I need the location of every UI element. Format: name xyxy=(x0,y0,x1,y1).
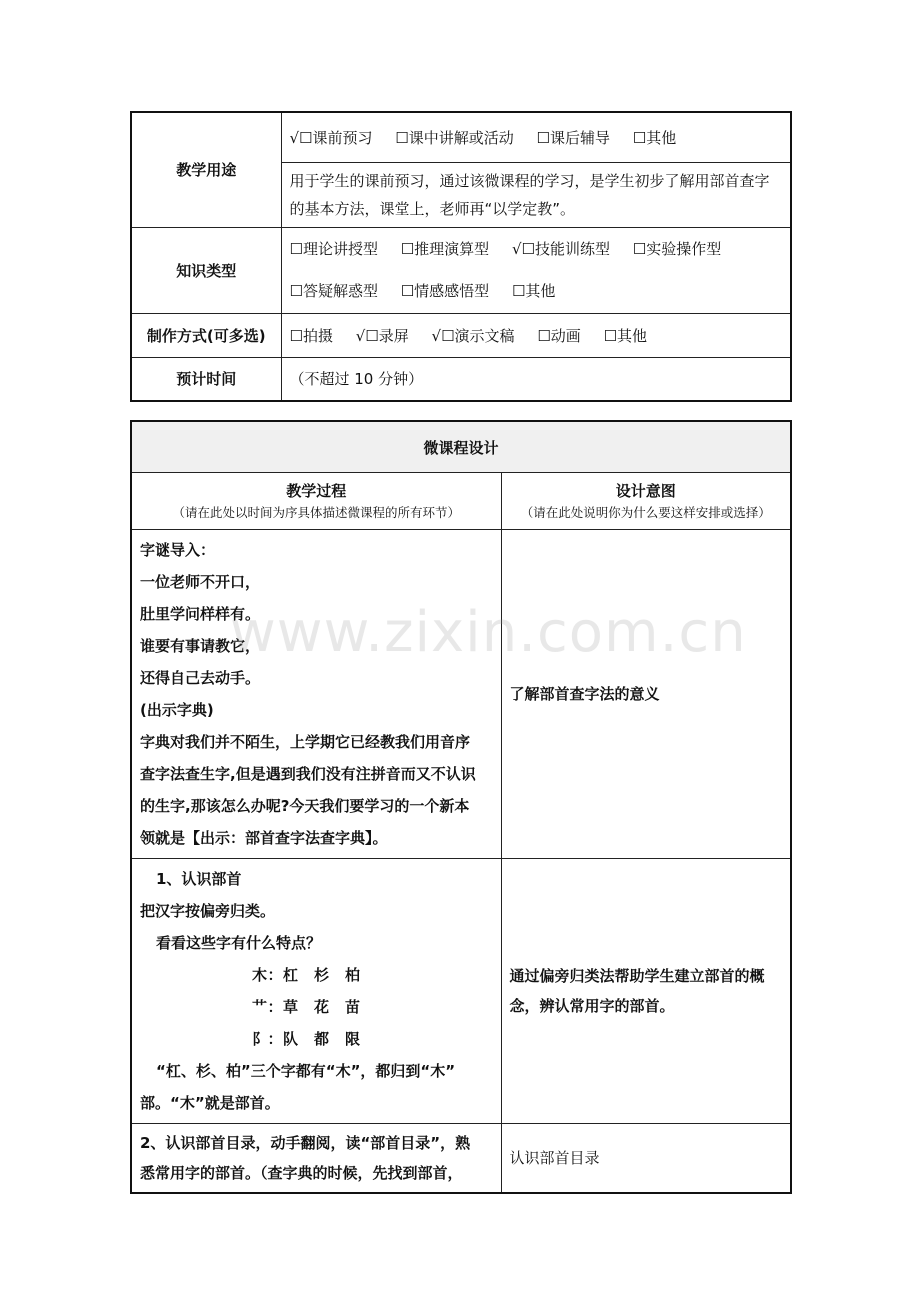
text-line: 查字法查生字,但是遇到我们没有注拼音而又不认识 xyxy=(140,765,476,783)
text-line: 谁要有事请教它， xyxy=(140,637,261,655)
option-reasoning[interactable]: ☐推理演算型 xyxy=(400,240,490,258)
option-in-class[interactable]: ☐课中讲解或活动 xyxy=(395,128,514,147)
option-theory[interactable]: ☐理论讲授型 xyxy=(289,240,378,258)
section-riddle-intro xyxy=(131,530,501,859)
section1-intent: 了解部首查字法的意义 xyxy=(501,530,791,859)
option-skill[interactable]: √☐技能训练型 xyxy=(511,240,610,258)
teaching-use-description: 用于学生的课前预习，通过该微课程的学习，是学生初步了解用部首查字的基本方法，课堂上，老师再“以学定教”。 xyxy=(281,162,791,227)
option-experiment[interactable]: ☐实验操作型 xyxy=(632,240,722,258)
text-line: (出示字典) xyxy=(140,701,214,719)
intent-line: 念，辨认常用字的部首。 xyxy=(509,997,675,1015)
option-other[interactable]: ☐其他 xyxy=(632,128,677,147)
watermark: www.zixin.com.cn xyxy=(230,600,747,665)
text-line: 字典对我们并不陌生，上学期它已经教我们用音序 xyxy=(140,733,471,751)
option-after-class[interactable]: ☐课后辅导 xyxy=(536,128,610,147)
radical-group-wood: 木：杠 杉 柏 xyxy=(252,966,361,984)
option-animation[interactable]: ☐动画 xyxy=(537,326,581,345)
text-line: 悉常用字的部首。（查字典的时候，先找到部首， xyxy=(140,1164,463,1182)
text-line: 的生字,那该怎么办呢?今天我们要学习的一个新本 xyxy=(140,797,470,815)
design-title: 微课程设计 xyxy=(131,421,791,473)
process-heading: 教学过程 xyxy=(286,482,347,500)
option-other-type[interactable]: ☐其他 xyxy=(511,282,556,300)
process-column-header xyxy=(131,473,501,530)
text-line: 把汉字按偏旁归类。 xyxy=(140,902,276,920)
production-method-label: 制作方式(可多选) xyxy=(131,313,281,357)
option-preview[interactable]: √☐课前预习 xyxy=(289,128,373,147)
radical-group-mound: 阝：队 都 限 xyxy=(252,1030,361,1048)
text-line: “杠、杉、柏”三个字都有“木”，都归到“木” xyxy=(156,1062,456,1080)
intent-heading: 设计意图 xyxy=(615,482,676,500)
option-filming[interactable]: ☐拍摄 xyxy=(289,326,333,345)
text-line: 领就是【出示：部首查字法查字典】。 xyxy=(140,829,388,847)
text-line: 肚里学问样样有。 xyxy=(140,605,261,623)
option-screen-record[interactable]: √☐录屏 xyxy=(355,326,409,345)
option-emotion[interactable]: ☐情感感悟型 xyxy=(400,282,490,300)
text-line: 字谜导入： xyxy=(140,541,216,559)
text-line: 看看这些字有什么特点？ xyxy=(156,934,322,952)
process-subheading: （请在此处以时间为序具体描述微课程的所有环节） xyxy=(172,505,460,520)
section2-intent xyxy=(501,859,791,1124)
option-other-method[interactable]: ☐其他 xyxy=(603,326,648,345)
production-method-options xyxy=(281,313,791,357)
radical-group-grass: 艹：草 花 苗 xyxy=(252,998,361,1016)
intent-column-header xyxy=(501,473,791,530)
estimated-time-value: （不超过 10 分钟） xyxy=(281,357,791,401)
course-info-table xyxy=(130,111,792,402)
text-line: 2、认识部首目录，动手翻阅，读“部首目录”，熟 xyxy=(140,1134,471,1152)
knowledge-type-options xyxy=(281,227,791,313)
section-title: 1、认识部首 xyxy=(156,870,242,888)
text-line: 一位老师不开口， xyxy=(140,573,261,591)
knowledge-type-label: 知识类型 xyxy=(131,227,281,313)
intent-subheading: （请在此处说明你为什么要这样安排或选择） xyxy=(520,505,771,520)
section-know-radicals xyxy=(131,859,501,1124)
teaching-use-options xyxy=(281,112,791,162)
option-slides[interactable]: √☐演示文稿 xyxy=(431,326,515,345)
intent-line: 通过偏旁归类法帮助学生建立部首的概 xyxy=(509,967,765,985)
text-line: 还得自己去动手。 xyxy=(140,669,261,687)
option-qa[interactable]: ☐答疑解惑型 xyxy=(289,282,378,300)
section3-intent: 认识部首目录 xyxy=(501,1124,791,1194)
teaching-use-label: 教学用途 xyxy=(131,112,281,227)
course-design-table xyxy=(130,420,792,1194)
section-radical-index xyxy=(131,1124,501,1194)
estimated-time-label: 预计时间 xyxy=(131,357,281,401)
text-line: 部。“木”就是部首。 xyxy=(140,1094,280,1112)
